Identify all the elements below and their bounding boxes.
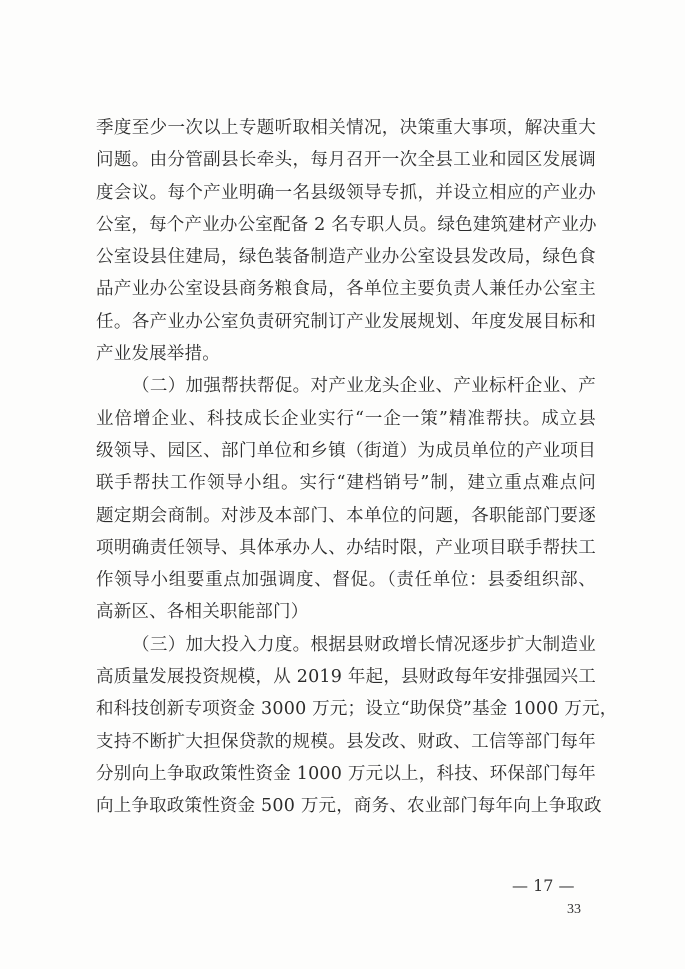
text-line: 和科技创新专项资金 3000 万元；设立“助保贷”基金 1000 万元， xyxy=(96,699,618,720)
section-heading-line: （三）加大投入力度。根据县财政增长情况逐步扩大制造业 xyxy=(132,634,596,655)
text-line: 季度至少一次以上专题听取相关情况，决策重大事项，解决重大 xyxy=(96,118,596,138)
text-line: 品产业办公室设县商务粮食局，各单位主要负责人兼任办公室主 xyxy=(96,279,596,300)
document-body xyxy=(96,112,618,823)
text-line: 题定期会商制。对涉及本部门、本单位的问题，各职能部门要逐 xyxy=(96,505,596,526)
text-line: 任。各产业办公室负责研究制订产业发展规划、年度发展目标和 xyxy=(96,311,596,332)
text-line: 支持不断扩大担保贷款的规模。县发改、财政、工信等部门每年 xyxy=(96,731,596,752)
page-number: — 17 — xyxy=(512,876,575,895)
text-line: 项明确责任领导、具体承办人、办结时限，产业项目联手帮扶工 xyxy=(96,537,596,558)
section-heading-line: （二）加强帮扶帮促。对产业龙头企业、产业标杆企业、产 xyxy=(132,376,596,397)
text-line: 作领导小组要重点加强调度、督促。（责任单位：县委组织部、 xyxy=(96,570,596,591)
text-line: 问题。由分管副县长牵头，每月召开一次全县工业和园区发展调 xyxy=(96,150,596,171)
text-line: 业倍增企业、科技成长企业实行“一企一策”精准帮扶。成立县 xyxy=(96,408,596,429)
text-line: 公室，每个产业办公室配备 2 名专职人员。绿色建筑建材产业办 xyxy=(96,214,597,235)
text-line: 度会议。每个产业明确一名县级领导专抓，并设立相应的产业办 xyxy=(96,182,596,203)
text-line: 产业发展举措。 xyxy=(96,344,220,365)
sheet-number: 33 xyxy=(567,902,581,917)
text-line: 级领导、园区、部门单位和乡镇（街道）为成员单位的产业项目 xyxy=(96,440,596,461)
text-line: 向上争取政策性资金 500 万元，商务、农业部门每年向上争取政 xyxy=(96,796,602,817)
text-line: 高新区、各相关职能部门） xyxy=(96,602,309,623)
text-line: 高质量发展投资规模，从 2019 年起，县财政每年安排强园兴工 xyxy=(96,667,596,688)
text-line: 公室设县住建局，绿色装备制造产业办公室设县发改局，绿色食 xyxy=(96,247,596,268)
text-line: 联手帮扶工作领导小组。实行“建档销号”制，建立重点难点问 xyxy=(96,473,596,494)
text-line: 分别向上争取政策性资金 1000 万元以上，科技、环保部门每年 xyxy=(96,763,596,784)
